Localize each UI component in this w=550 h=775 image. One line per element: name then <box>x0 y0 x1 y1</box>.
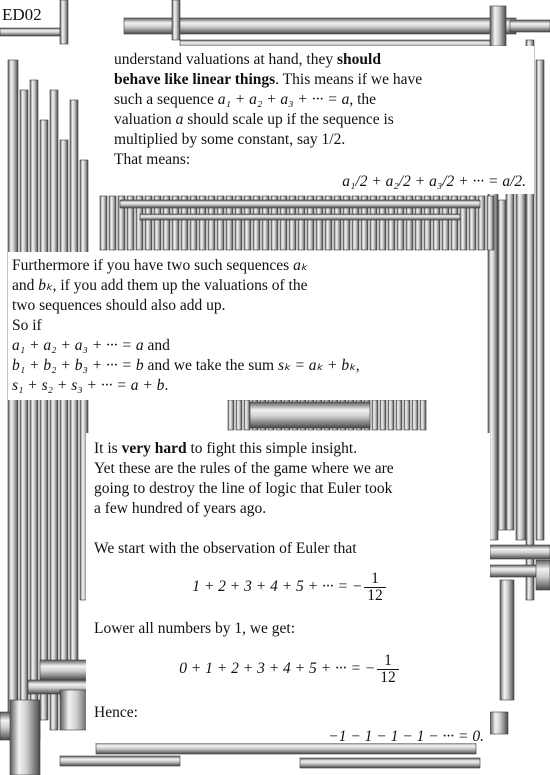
text: understand valuations at hand, they <box>114 51 337 68</box>
decorative-pipe <box>498 200 506 530</box>
decorative-pipe <box>20 90 28 720</box>
text-panel-euler <box>86 433 490 743</box>
page-label: ED02 <box>2 5 42 24</box>
text: , the <box>349 91 377 108</box>
decorative-pipe <box>228 400 234 430</box>
text-panel-linearity <box>104 46 534 194</box>
decorative-pipe <box>490 712 508 734</box>
math-expression: aₖ <box>293 257 308 274</box>
text: and <box>12 277 39 294</box>
text: , <box>355 357 360 374</box>
decorative-pipe <box>10 700 40 775</box>
decorative-pipe <box>300 758 480 768</box>
fraction-denominator: 12 <box>377 669 399 686</box>
decorative-pipe <box>510 20 550 32</box>
text: . <box>164 377 169 394</box>
decorative-pipe <box>388 400 394 430</box>
fraction <box>377 653 399 686</box>
decorative-pipe <box>487 196 494 250</box>
decorative-pipe <box>50 90 58 730</box>
decorative-pipe <box>396 400 402 430</box>
decorative-pipe <box>140 214 460 220</box>
decorative-pipe <box>100 196 107 250</box>
decorative-pipe <box>8 60 18 740</box>
bold-text: should <box>336 51 381 68</box>
decorative-pipe <box>124 18 516 34</box>
paragraph-line: So if <box>12 317 42 334</box>
math-expression: a₁ + a₂ + a₃ + ··· = a <box>12 337 144 354</box>
text: to fight this simple insight. <box>186 440 358 457</box>
display-equation: −1 − 1 − 1 − 1 − ··· = 0. <box>328 728 484 745</box>
display-equation: a₁/2 + a₂/2 + a₃/2 + ··· = a/2. <box>342 173 526 190</box>
paragraph-line <box>114 110 530 130</box>
paragraph-line: two sequences should also add up. <box>12 297 226 314</box>
text: Furthermore if you have two such sequences <box>12 257 294 274</box>
paragraph-line: Lower all numbers by 1, we get: <box>94 620 296 637</box>
paragraph-line <box>12 356 422 376</box>
decorative-pipe <box>380 400 386 430</box>
decorative-pipe <box>490 545 550 559</box>
decorative-pipe <box>244 400 250 430</box>
decorative-pipe <box>420 400 426 430</box>
text: , if you add them up the valuations of the <box>52 277 308 294</box>
paragraph-line <box>114 50 530 70</box>
decorative-pipe <box>60 0 68 44</box>
decorative-pipe <box>412 400 418 430</box>
decorative-pipe <box>372 400 378 430</box>
paragraph-line <box>114 130 530 150</box>
math-expression: bₖ <box>38 277 53 294</box>
decorative-pipe <box>109 196 116 250</box>
paragraph-line <box>12 276 422 296</box>
math-expression: a₁ + a₂ + a₃ + ··· = a <box>217 91 350 108</box>
decorative-pipe <box>500 580 514 700</box>
text: valuation <box>114 111 176 128</box>
math-expression: s₁ + s₂ + s₃ + ··· = a + b <box>12 377 165 394</box>
text: such a sequence <box>114 91 218 108</box>
bold-text: behave like linear things <box>114 71 276 88</box>
decorative-pipe <box>120 200 480 208</box>
decorative-pipe <box>236 400 242 430</box>
decorative-pipe <box>60 756 180 766</box>
paragraph-line: going to destroy the line of logic that Euler took <box>94 480 393 497</box>
bold-text: very hard <box>121 440 187 457</box>
text: and <box>143 337 170 354</box>
decorative-pipe <box>60 140 68 700</box>
paragraph-line: a few hundred of years ago. <box>94 500 267 517</box>
fraction <box>364 571 386 604</box>
math-expression: b₁ + b₂ + b₃ + ··· = b <box>12 357 144 374</box>
paragraph-line <box>12 256 422 276</box>
decorative-pipe <box>70 100 78 700</box>
math-expression: 1/2 <box>321 131 342 148</box>
text: should scale up if the sequence is <box>183 111 394 128</box>
paragraph-line: We start with the observation of Euler that <box>94 540 357 557</box>
paragraph-line <box>114 90 530 110</box>
math-expression: sₖ = aₖ + bₖ <box>277 357 356 374</box>
text: . This means if we have <box>275 71 423 88</box>
text: multiplied by some constant, say <box>114 131 322 148</box>
paragraph-line: That means: <box>114 151 191 168</box>
math-expression: a <box>175 111 184 128</box>
decorative-pipe <box>250 402 370 428</box>
fraction-numerator: 1 <box>384 651 392 669</box>
fraction-denominator: 12 <box>364 587 386 604</box>
display-equation <box>94 567 484 607</box>
decorative-pipe <box>404 400 410 430</box>
decorative-pipe <box>40 660 90 680</box>
paragraph-line <box>12 376 422 396</box>
decorative-pipe <box>172 0 180 40</box>
decorative-pipe <box>536 560 550 590</box>
decorative-pipe <box>490 565 540 577</box>
decorative-pipe <box>536 60 544 540</box>
paragraph-line <box>12 336 422 356</box>
equation-lhs: 0 + 1 + 2 + 3 + 4 + 5 + ··· = − <box>179 660 376 677</box>
text: and we take the sum <box>143 357 278 374</box>
fraction-numerator: 1 <box>371 569 379 587</box>
display-equation <box>94 649 484 689</box>
decorative-pipe <box>0 28 60 36</box>
paragraph-line: Hence: <box>94 704 138 721</box>
text: . <box>341 131 346 148</box>
equation-lhs: 1 + 2 + 3 + 4 + 5 + ··· = − <box>192 578 363 595</box>
decorative-pipe <box>490 6 506 46</box>
paragraph-line: Yet these are the rules of the game where we are <box>94 460 394 477</box>
text: It is <box>94 440 122 457</box>
decorative-pipe <box>40 120 48 720</box>
text-panel-additivity <box>8 252 426 400</box>
paragraph-line <box>114 70 530 90</box>
paragraph-line <box>94 439 484 459</box>
